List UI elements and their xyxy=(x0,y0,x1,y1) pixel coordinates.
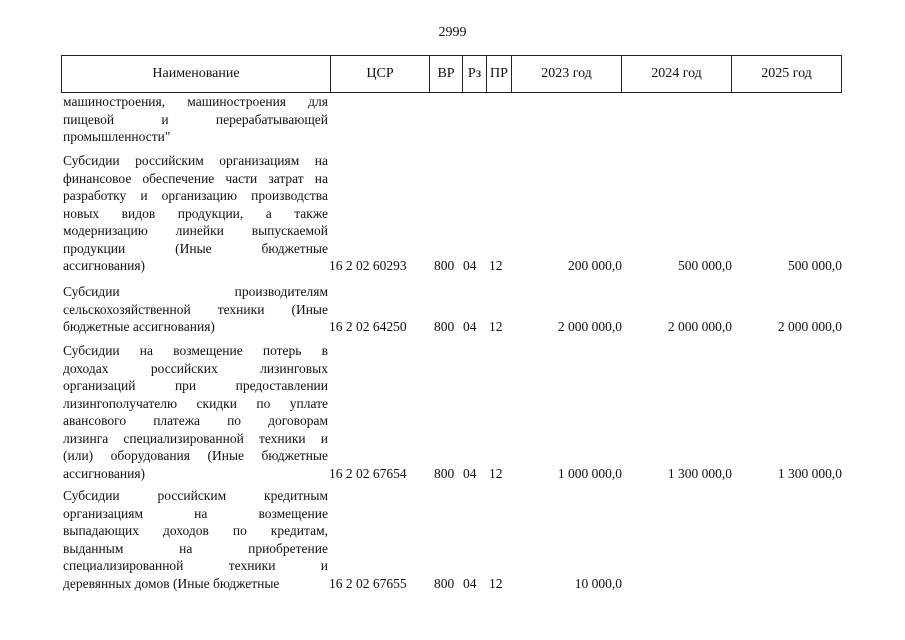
name-line: Субсидии на возмещение потерь в xyxy=(63,343,328,358)
name-line: выданным на приобретение xyxy=(63,540,328,556)
row-4-y2023: 10 000,0 xyxy=(574,575,622,591)
name-line: сельскохозяйственной техники (Иные xyxy=(63,301,328,317)
name-line: машиностроения, машиностроения для xyxy=(63,94,328,109)
row-3-y2023: 1 000 000,0 xyxy=(557,465,622,481)
name-line: Субсидии производителям xyxy=(63,284,328,299)
name-line: пищевой и перерабатывающей xyxy=(63,111,328,127)
row-1-vr: 800 xyxy=(434,258,455,273)
name-line: модернизацию линейки выпускаемой xyxy=(63,223,328,238)
row-1-y2024: 500 000,0 xyxy=(678,258,732,273)
row-2-pr: 12 xyxy=(489,319,503,334)
row-2-csr: 16 2 02 64250 xyxy=(329,319,407,334)
name-line: организациям на возмещение xyxy=(63,505,328,521)
row-3-rz: 04 xyxy=(463,465,477,481)
row-2-y2024: 2 000 000,0 xyxy=(667,319,732,334)
name-line: лизинга специализированной техники и xyxy=(63,430,328,446)
row-2-y2025: 2 000 000,0 xyxy=(777,319,842,334)
name-line: организаций при предоставлении xyxy=(63,378,328,393)
header-2023: 2023 год xyxy=(512,56,622,92)
table-header xyxy=(61,55,842,93)
name-line: Субсидии российским организациям на xyxy=(63,153,328,168)
row-2-y2023: 2 000 000,0 xyxy=(557,319,622,334)
name-line: разработку и организацию производства xyxy=(63,188,328,203)
header-rz: Рз xyxy=(463,56,487,92)
name-line: новых видов продукции, а также xyxy=(63,205,328,221)
row-4-rz: 04 xyxy=(463,575,477,591)
row-3-vr: 800 xyxy=(434,465,455,481)
header-name: Наименование xyxy=(62,56,331,92)
name-line: (или) оборудования (Иные бюджетные xyxy=(63,448,328,463)
name-line: деревянных домов (Иные бюджетные xyxy=(63,575,280,591)
row-1-name xyxy=(63,152,328,275)
row-3-csr: 16 2 02 67654 xyxy=(329,465,407,481)
row-3-name xyxy=(63,342,328,482)
name-line: специализированной техники и xyxy=(63,558,328,573)
name-line: ассигнования) xyxy=(63,465,146,481)
row-2-rz: 04 xyxy=(463,319,477,334)
page-number: 2999 xyxy=(438,25,467,40)
name-line: ассигнования) xyxy=(63,258,146,273)
header-2025: 2025 год xyxy=(761,66,812,81)
row-1-y2025: 500 000,0 xyxy=(788,258,842,273)
row-3-pr: 12 xyxy=(489,465,503,481)
header-csr: ЦСР xyxy=(331,56,430,92)
name-line: лизингополучателю скидки по уплате xyxy=(63,395,328,411)
name-line: выпадающих доходов по кредитам, xyxy=(63,523,328,538)
name-line: авансового платежа по договорам xyxy=(63,413,328,428)
name-line: финансовое обеспечение части затрат на xyxy=(63,170,328,186)
header-vr: ВР xyxy=(430,56,463,92)
row-4-pr: 12 xyxy=(489,575,503,591)
row-3-y2025: 1 300 000,0 xyxy=(777,465,842,481)
name-line: бюджетные ассигнования) xyxy=(63,319,215,334)
row-2-name xyxy=(63,283,328,336)
row-1-csr: 16 2 02 60293 xyxy=(329,258,407,273)
header-2024: 2024 год xyxy=(622,56,732,92)
row-4-name xyxy=(63,487,328,592)
row-4-vr: 800 xyxy=(434,575,455,591)
name-line: промышленности" xyxy=(63,129,171,144)
row-1-y2023: 200 000,0 xyxy=(568,258,622,273)
row-1-rz: 04 xyxy=(463,258,477,273)
name-line: Субсидии российским кредитным xyxy=(63,488,328,503)
name-line: доходах российских лизинговых xyxy=(63,360,328,376)
row-4-csr: 16 2 02 67655 xyxy=(329,575,407,591)
row-2-vr: 800 xyxy=(434,319,455,334)
name-line: продукции (Иные бюджетные xyxy=(63,240,328,256)
header-pr: ПР xyxy=(487,56,512,92)
row-3-y2024: 1 300 000,0 xyxy=(667,465,732,481)
row-1-pr: 12 xyxy=(489,258,503,273)
row-0-name xyxy=(63,93,328,146)
